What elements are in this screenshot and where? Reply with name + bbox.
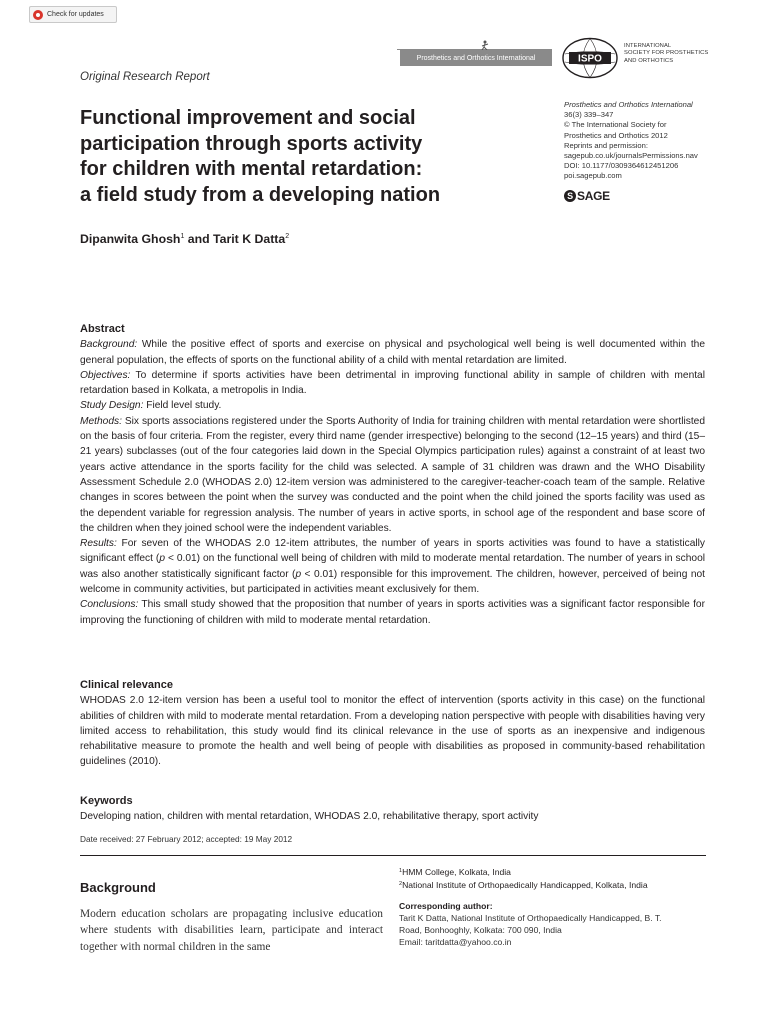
corresponding-author-line: Tarit K Datta, National Institute of Orthopaedically Handicapped, B. T.	[399, 913, 662, 923]
journal-volume: 36(3) 339–347	[564, 110, 614, 120]
journal-website-link[interactable]: poi.sagepub.com	[564, 171, 622, 181]
journal-banner	[400, 50, 552, 66]
ispo-logo-text: ISPO	[578, 53, 602, 65]
keywords	[80, 794, 705, 825]
abstract-objectives: Objectives: To determine if sports activities have been detrimental in improving functional ability in sample of children with mental retardation based in Kolkata, a metropolis in India.	[80, 369, 705, 397]
check-for-updates-label: Check for updates	[47, 11, 104, 18]
reprints-line: Reprints and permission:	[564, 140, 648, 150]
affiliation: $^1$HMM College, Kolkata, India	[399, 867, 511, 877]
sage-logo: S SAGE	[564, 189, 610, 203]
abstract-results: Results: For seven of the WHODAS 2.0 12-item attributes, the number of years in sports activities was found to have a statistically significant effect (p < 0.01) on the functional well being of children with mild to moderate mental retardation. The number of years in school was also another statistically significant factor (p < 0.01) responsible for this improvement. The children, however, perceived of being not welcome in community activities, but participated in activities meant exclusively for them.	[80, 538, 705, 596]
abstract-heading: Abstract	[80, 323, 125, 335]
abstract-background: Background: While the positive effect of sports and exercise on physical and psychological well being is well documented within the general population, the effects of sports on the functional ability of a child with mental retardation are limited.	[80, 339, 705, 366]
permissions-link[interactable]: sagepub.co.uk/journalsPermissions.nav	[564, 151, 698, 161]
clinical-relevance-text: WHODAS 2.0 12-item version has been a useful tool to monitor the effect of intervention (sports activity in this case) on the functional abilities of children with mild to moderate mental retardation. From a developing nation perspective with people with disabilities having very limited access to rehabilitation, this study would find its clinical relevance in the use of sports as an inexpensive and indigenous rehabilitative measure to promote the health and well being of people with disabilities as proposed in community-based rehabilitation guidelines (2010).	[80, 695, 705, 768]
clinical-relevance	[80, 678, 705, 770]
ispo-logo-icon	[561, 37, 619, 79]
corresponding-author	[399, 900, 709, 948]
copyright-line: Prosthetics and Orthotics 2012	[564, 130, 668, 140]
corresponding-author-heading: Corresponding author:	[399, 901, 493, 911]
journal-info	[564, 100, 744, 182]
keywords-heading: Keywords	[80, 795, 133, 807]
author-name: Dipanwita Ghosh	[80, 232, 181, 246]
sage-logo-icon: S	[564, 190, 576, 202]
keywords-text: Developing nation, children with mental retardation, WHODAS 2.0, rehabilitative therapy, sport activity	[80, 811, 539, 823]
abstract-methods: Methods: Six sports associations registered under the Sports Authority of India for training children with mental retardation were shortlisted on the basis of four criteria. From the register, every third name (gender irrespective) belonging to the second (12–15 years) and third (15–21 years) subclasses (out of the four categories laid down in the Special Olympics participation rules) against a constraint of at least two years active attendance in the sports facility for the child was selected. A sample of 31 children was drawn and the WHO Disability Assessment Schedule 2.0 (WHODAS 2.0) 12-item version was administered to the caregiver-teacher-coach team of the sample. Relative changes in scores between the point when the survey was conducted and the point when the child joined the sports facility was used as the dependent variable for regression analysis. The number of years in active sports, in school age of the respondent and base score of the children when they joined school were the independent variables.	[80, 415, 705, 534]
journal-name: Prosthetics and Orthotics International	[564, 100, 693, 109]
abstract-conclusions: Conclusions: This small study showed that the proposition that number of years in sports activities was a significant factor responsible for improving the functioning of children with mild to moderate mental retardation.	[80, 599, 705, 626]
check-for-updates-button[interactable]	[29, 6, 117, 23]
journal-banner-text: Prosthetics and Orthotics International	[416, 54, 536, 62]
doi-link[interactable]: DOI: 10.1177/0309364612451206	[564, 161, 679, 171]
author-name: Tarit K Datta	[213, 232, 286, 246]
clinical-relevance-heading: Clinical relevance	[80, 679, 173, 691]
article-title: Functional improvement and social participation through sports activity for children with mental retardation: a field study from a developing nation	[80, 107, 441, 206]
update-icon	[33, 10, 43, 20]
corresponding-author-email[interactable]: Email: taritdatta@yahoo.co.in	[399, 937, 512, 947]
section-divider	[80, 855, 706, 856]
abstract	[80, 322, 705, 628]
society-name: INTERNATIONAL SOCIETY FOR PROSTHETICS AND ORTHOTICS	[624, 43, 709, 64]
copyright-line: © The International Society for	[564, 120, 667, 130]
authors: Dipanwita Ghosh$^1$ and Tarit K Datta$^2$	[80, 232, 290, 246]
affiliations	[399, 865, 709, 891]
corresponding-author-line: Road, Bonhooghly, Kolkata: 700 090, India	[399, 925, 562, 935]
background-text: Modern education scholars are propagating inclusive education where students with disabilities learn, participate and interact together with normal children in the same	[80, 908, 383, 953]
affiliation: $^2$National Institute of Orthopaedically Handicapped, Kolkata, India	[399, 880, 648, 890]
runner-icon	[397, 40, 552, 50]
date-received: Date received: 27 February 2012; accepted: 19 May 2012	[80, 834, 293, 844]
background-heading: Background	[80, 880, 156, 895]
abstract-design: Study Design: Field level study.	[80, 400, 222, 412]
article-type: Original Research Report	[80, 71, 210, 83]
